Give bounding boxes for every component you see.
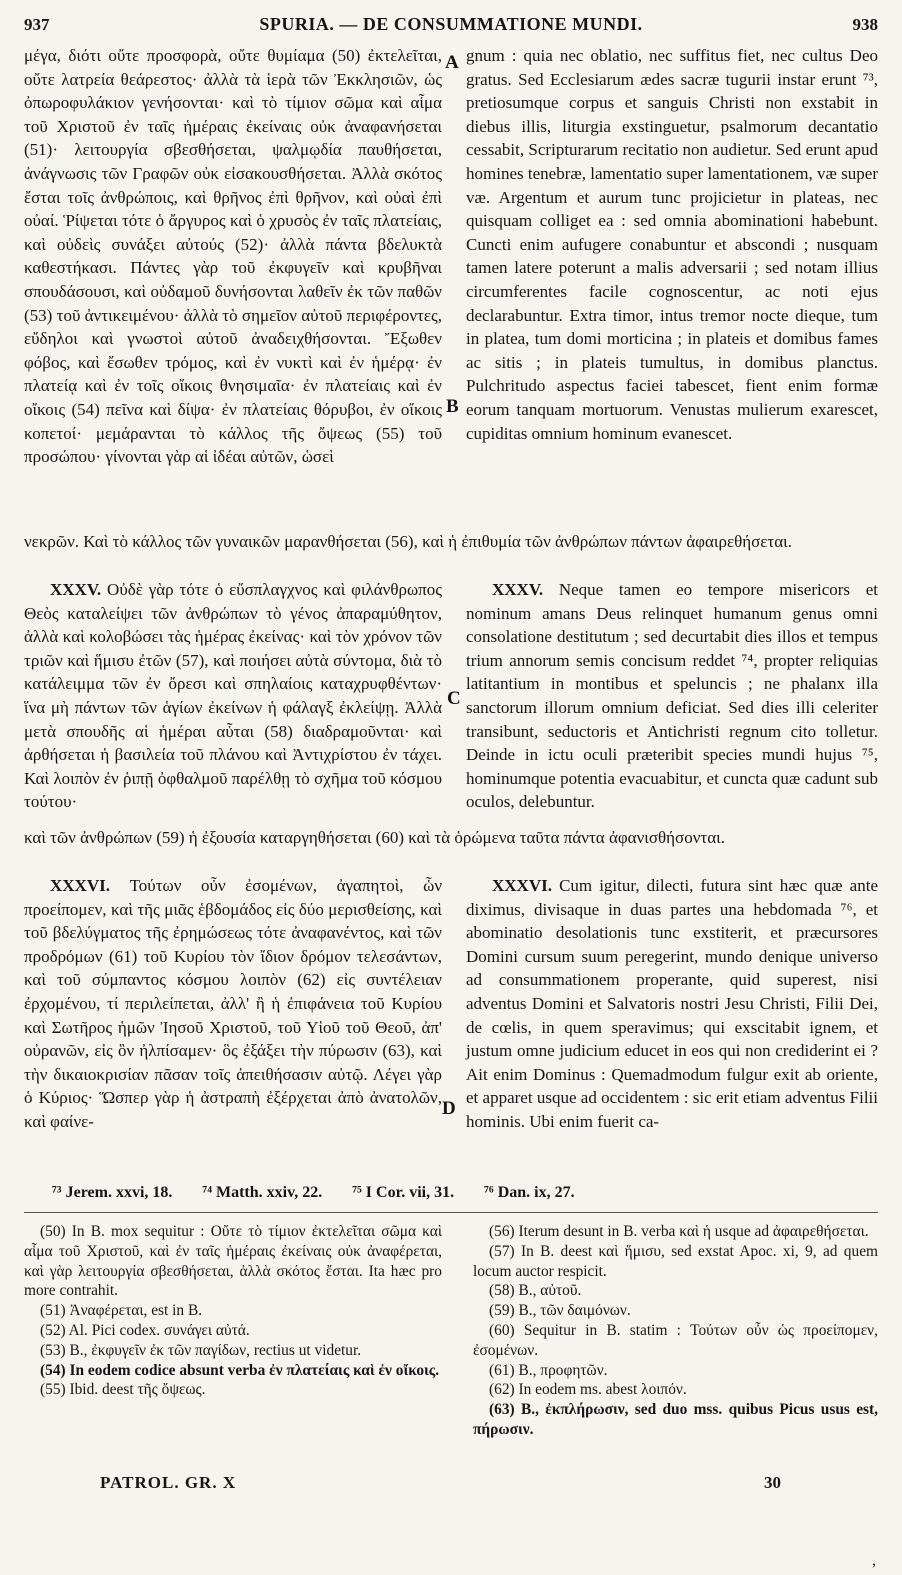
block-3-columns	[24, 874, 878, 1134]
greek-column-text	[24, 578, 442, 814]
footnotes	[24, 1222, 878, 1440]
section-number: XXXV.	[492, 580, 544, 599]
running-title: SPURIA. — DE CONSUMMATIONE MUNDI.	[259, 14, 643, 34]
section-number: XXXV.	[50, 580, 102, 599]
scripture-ref: ⁷⁶ Dan. ix, 27.	[484, 1184, 575, 1201]
stray-mark: ,	[872, 1552, 876, 1569]
scripture-references	[52, 1184, 878, 1202]
footnote: (50) In B. mox sequitur : Οὔτε τὸ τίμιον ἐκτελεῖται σῶμα καὶ αἷμα τοῦ Χριστοῦ, καὶ ἐν ταῖς ἡμέραις ἐκείναις οὐκ ἀναφέρεται, καὶ γὰρ λειτουργία σβεσθήσεται, ἀλλὰ σκότος ἔσται. Ita hæc pro more contrahit.	[24, 1223, 442, 1300]
greek-paragraph: Τούτων οὖν ἐσομένων, ἀγαπητοὶ, ὧν προείπομεν, καὶ τῆς μιᾶς ἑβδομάδος εἰς δύο μερισθείσης, καὶ τοῦ βδελύγματος τῆς ἐρημώσεως τότε ἀναφανέντος, καὶ τῶν προδρόμων (61) τοῦ Κυρίου τὸν ἴδιον δρόμον τελεσάντων, καὶ τοῦ σύμπαντος κόσμου λοιπὸν (62) εἰς συντέλειαν ἐρχομένου, τί περιλείπεται, ἀλλ' ἢ ἡ ἐπιφάνεια τοῦ Κυρίου καὶ Σωτῆρος ἡμῶν Ἰησοῦ Χριστοῦ, τοῦ Υἱοῦ τοῦ Θεοῦ, ἀπ' οὐρανῶν, εἰς ὃν ἠλπίσαμεν· ὃς ἐξάξει τὴν πύρωσιν (63), καὶ τὴν δικαιοκρισίαν πᾶσαν τοῖς ἀπειθήσασιν αὐτῷ. Λέγει γὰρ ὁ Κύριος· Ὥσπερ γὰρ ἡ ἀστραπὴ ἐξέρχεται ἀπὸ ἀνατολῶν, καὶ φαίνε-	[24, 876, 443, 1131]
footnote: (60) Sequitur in B. statim : Τούτων οὖν ὡς προείπομεν, ἐσομένων.	[473, 1321, 878, 1359]
latin-paragraph: Neque tamen eo tempore misericors et nominum amans Deus relinquet humanum genus omni consolatione destitutum ; sed decurtabit dies illos et tempus trium annorum semis concisum reddet ⁷⁴, propter reliquias latitantium in montibus et speluncis ; ne phalanx illa sanctorum illorum omnium deficiat. Sed dies illi celeriter transibunt, seductoris et Antichristi regnum cito tolletur. Deinde in ictu oculi præteribit species mundi hujus ⁷⁵, hominumque potentia evacuabitur, et cuncta quæ cadunt sub oculos, delebuntur.	[466, 580, 879, 812]
footnote: (62) In eodem ms. abest λοιπόν.	[489, 1381, 687, 1399]
footnote: (57) In B. deest καὶ ἥμισυ, sed exstat Apoc. xi, 9, ad quem locum auctor respicit.	[473, 1242, 878, 1280]
footnote-divider	[24, 1212, 878, 1213]
footnote: (51) Ἀναφέρεται, est in B.	[40, 1302, 203, 1320]
greek-paragraph: Οὐδὲ γὰρ τότε ὁ εὔσπλαγχνος καὶ φιλάνθρωπος Θεὸς καταλείψει τῶν ἀνθρώπων τὸ γένος ἀπαραμύθητον, ἀλλὰ καὶ κολοβώσει τὰς ἡμέρας ἐκείνας· καὶ τὸν χρόνον τῶν τριῶν καὶ ἥμισυ ἐτῶν (57), καὶ ποιήσει αὐτὰ σύντομα, διὰ τὸ κατάλειμμα τῶν ἐν ὄρεσι καὶ σπηλαίοις καταχρυφθέντων· ἵνα μὴ πάντων τῶν ἁγίων ἐκείνων ἡ φάλαγξ ἐκλείψῃ. Ἀλλὰ μετὰ σπουδῆς αἱ ἡμέραι αὗται (58) διαδραμοῦνται· καὶ ἀρθήσεται ἡ βασιλεία τοῦ πλάνου καὶ Ἀντιχρίστου ἐν τάχει. Καὶ λοιπὸν ἐν ῥιπῇ ὀφθαλμοῦ παρέλθῃ τὸ σχῆμα τοῦ κόσμου τούτου·	[24, 580, 442, 812]
footnote: (59) B., τῶν δαιμόνων.	[489, 1302, 631, 1320]
greek-column-text	[24, 874, 442, 1134]
footnote: (52) Al. Pici codex. συνάγει αὐτά.	[40, 1321, 250, 1339]
volume-signature: PATROL. GR. X	[100, 1473, 237, 1492]
footnote: (54) In eodem codice absunt verba ἐν πλατείαις καὶ ἐν οἴκοις.	[40, 1361, 440, 1379]
margin-letter-b: B	[446, 396, 459, 417]
latin-paragraph: Cum igitur, dilecti, futura sint hæc quæ ante diximus, divisaque in duas partes una hebdomada ⁷⁶, et abominatio desolationis tunc exstiterit, et præcursores Domini cursum suum peregerint, mundo denique universo ad consummationem properante, quid superest, nisi adventus Domini et Salvatoris nostri Jesu Christi, Filii Dei, de cœlis, in quem speravimus; qui exscitabit ignem, et justum omne judicium educet in eos qui non crediderint ei ? Ait enim Dominus : Quemadmodum fulgur exit ab oriente, et apparet usque ad occidentem : sic erit etiam adventus Filii hominis. Ubi enim fuerit ca-	[466, 876, 878, 1131]
scripture-ref: ⁷³ Jerem. xxvi, 18.	[52, 1184, 173, 1201]
footnotes-left-column	[24, 1222, 442, 1440]
left-page-number: 937	[24, 15, 50, 34]
footnotes-right-column	[473, 1222, 878, 1440]
footnote: (58) B., αὐτοῦ.	[489, 1282, 582, 1300]
running-header	[24, 14, 878, 42]
margin-letter-c: C	[447, 688, 461, 709]
section-number: XXXVI.	[50, 876, 110, 895]
footnote: (53) B., ἐκφυγεῖν ἐκ τῶν παγίδων, rectius ut videtur.	[40, 1341, 362, 1359]
footnote: (55) Ibid. deest τῆς ὄψεως.	[40, 1381, 206, 1399]
footnote: (63) B., ἐκπλήρωσιν, sed duo mss. quibus Picus usus est, πήρωσιν.	[473, 1401, 878, 1438]
full-width-line: καὶ τῶν ἀνθρώπων (59) ἡ ἐξουσία καταργηθήσεται (60) καὶ τὰ ὁρώμενα ταῦτα πάντα ἀφανισθήσονται.	[24, 828, 725, 847]
scripture-ref: ⁷⁴ Matth. xxiv, 22.	[202, 1184, 323, 1201]
right-page-number: 938	[852, 15, 878, 34]
footnote: (61) B., προφητῶν.	[489, 1361, 608, 1379]
scripture-ref: ⁷⁵ I Cor. vii, 31.	[352, 1184, 455, 1201]
full-width-line: νεκρῶν. Καὶ τὸ κάλλος τῶν γυναικῶν μαρανθήσεται (56), καὶ ἡ ἐπιθυμία τῶν ἀνθρώπων πάντων ἀφαιρεθήσεται.	[24, 532, 792, 551]
signature-number: 30	[764, 1473, 781, 1492]
margin-letter-d: D	[442, 1098, 456, 1119]
greek-column-text: μέγα, διότι οὔτε προσφορὰ, οὔτε θυμίαμα (50) ἐκτελεῖται, οὔτε λατρεία θεάρεστος· ἀλλὰ τὰ ἱερὰ τῶν Ἐκκλησιῶν, ὡς ὀπωροφυλάκιον γενήσονται· καὶ τὸ τίμιον σῶμα καὶ αἷμα τοῦ Χριστοῦ ἐν ταῖς ἡμέραις ἐκείναις οὐκ ἀναφανήσεται (51)· λειτουργία σβεσθήσεται, ψαλμῳδία παυθήσεται, ἀνάγνωσις τῶν Γραφῶν οὐκ εἰσακουσθήσεται. Ἀλλὰ σκότος ἔσται τοῖς ἀνθρώποις, καὶ θρῆνος ἐπὶ θρῆνον, καὶ οὐαὶ ἐπὶ οὐαί. Ῥίψεται τότε ὁ ἄργυρος καὶ ὁ χρυσὸς ἐν ταῖς πλατείαις, καὶ οὐδεὶς συνάξει αὐτούς (52)· ἀλλὰ πάντα βδελυκτὰ καθεστήκασι. Πάντες γὰρ τοῦ ἐκφυγεῖν καὶ κρυβῆναι σπουδάσουσι, καὶ οὐδαμοῦ δυνήσονται λαθεῖν ἐκ τῶν παθῶν (53) τοῦ ἀντικειμένου· ἀλλὰ τὸ σημεῖον αὐτοῦ περιφέροντες, εὔδηλοι καὶ γνωστοὶ αὐτοῦ ἀναδειχθήσονται. Ἔξωθεν φόβος, καὶ ἔσωθεν τρόμος, καὶ ἐν νυκτὶ καὶ ἐν ἡμέρᾳ· ἐν πλατείᾳ καὶ ἐν τοῖς οἴκοις θνησιμαῖα· ἐν πλατείαις καὶ ἐν οἴκοις (54) πεῖνα καὶ δίψα· ἐν πλατείαις θόρυβοι, ἐν οἴκοις κοπετοί· μεμάρανται τὸ κάλλος τῆς ὄψεως (55) τοῦ προσώπου· γίνονται γὰρ αἱ ἰδέαι αὐτῶν, ὡσεὶ	[24, 46, 442, 467]
latin-column-text	[466, 874, 878, 1134]
latin-column-text: gnum : quia nec oblatio, nec suffitus fiet, nec cultus Deo gratus. Sed Ecclesiarum ædes sacræ tugurii instar erunt ⁷³, pretiosumque corpus et sanguis Christi non exstabit in diebus illis, liturgia exstinguetur, psalmorum decantatio cessabit, Scripturarum recitatio non audietur. Sed erunt apud homines tenebræ, lamentatio super lamentationem, væ super væ. Argentum et aurum tunc projicietur in plateas, nec quisquam colliget ea : sed omnia abominationi habebunt. Cuncti enim aufugere conabuntur et abscondi ; nusquam tamen latere poterunt a malis adversarii ; sed notam illius circumferentes facile cognoscentur, ac noti ejus declarabuntur. Extra timor, intus tremor nocte dieque, tum in platea, tum domi morticina ; in plateis et domibus fames ac sitis ; in plateis tumultus, in domibus planctus. Pulchritudo aspectus faciei tabescet, fient enim formæ eorum tanquam mortuorum. Venustas mulierum exarescet, cupiditas omnium hominum evanescet.	[466, 46, 878, 443]
footnote: (56) Iterum desunt in B. verba καὶ ἡ usque ad ἀφαιρεθήσεται.	[489, 1223, 869, 1240]
latin-column-text	[466, 578, 878, 814]
margin-letter-a: A	[445, 52, 459, 73]
section-number: XXXVI.	[492, 876, 552, 895]
